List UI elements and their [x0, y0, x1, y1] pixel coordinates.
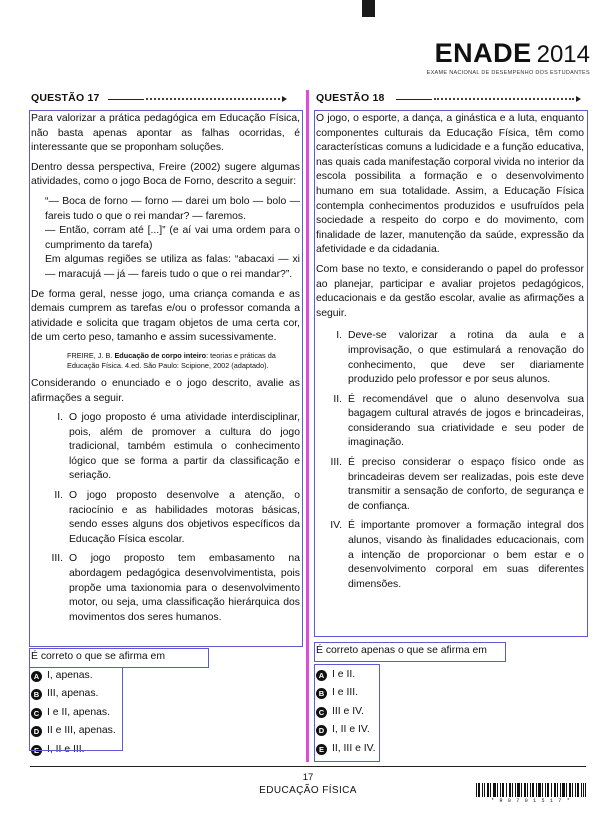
q18-item [316, 393, 584, 451]
q17-item [31, 489, 300, 547]
option-letter-badge: E [316, 744, 327, 755]
option-letter-badge: B [316, 688, 327, 699]
item-number: III. [330, 457, 342, 469]
q18-option-e[interactable] [316, 740, 476, 759]
q18-intro: O jogo, o esporte, a dança, a ginástica e a luta, enquanto componentes culturais da Educação Física, têm como características comuns a ludicidade e a função educativa, nas quais cada manifestação corporal vivida no interior da escola possibilita a formação e o desenvolvimento humano em sua totalidade. Assim, a Educação Física contempla conhecimentos produzidos e usufruídos pela sociedade a respeito do corpo e do movimento, com finalidade de lazer, manutenção da saúde, expressão da afetividade e da cidadania. [316, 113, 585, 256]
option-letter-badge: D [31, 726, 42, 737]
option-letter-badge: B [31, 689, 42, 700]
q18-item [316, 329, 584, 387]
q18-option-c[interactable] [316, 703, 476, 722]
q17-quote-line: — Então, corram até [...]” (e aí vai uma ordem para o cumprimento da tarefa) [45, 225, 300, 251]
item-number: I. [57, 412, 63, 424]
q18-option-a[interactable] [316, 666, 476, 685]
item-number: I. [336, 330, 342, 342]
option-text: I, II e III. [47, 743, 85, 755]
option-letter-badge: A [316, 670, 327, 681]
q17-reference [31, 351, 300, 371]
option-text: I e II, apenas. [47, 706, 110, 718]
item-number: IV. [330, 520, 342, 532]
q18-options [316, 666, 476, 759]
q17-options [31, 667, 191, 760]
item-text: É preciso considerar o espaço físico onde as brincadeiras devem ser realizadas, pois este deve transmitir a sensação de conforto, de segurança e de confiança. [348, 457, 584, 512]
item-text: O jogo proposto desenvolve a atenção, o raciocínio e as habilidades motoras básicas, sendo esses alguns dos objetivos específicos da Educação Física escolar. [69, 490, 300, 545]
q18-option-d[interactable] [316, 722, 476, 741]
footer-rule [30, 766, 586, 767]
option-text: II e III, apenas. [47, 725, 116, 737]
logo-subtitle: EXAME NACIONAL DE DESEMPENHO DOS ESTUDANTES [426, 70, 590, 76]
q17-context: Dentro dessa perspectiva, Freire (2002) sugere algumas atividades, como o jogo Boca de Forno, descrito a seguir: [31, 161, 300, 188]
q18-body [316, 112, 584, 597]
q17-option-a[interactable] [31, 667, 191, 686]
q17-option-b[interactable] [31, 686, 191, 705]
q17-option-e[interactable] [31, 741, 191, 760]
option-text: III e IV. [332, 705, 364, 717]
ref-prefix: FREIRE, J. B. [67, 350, 115, 360]
q17-item [31, 411, 300, 484]
q18-question: É correto apenas o que se afirma em [316, 645, 487, 656]
option-text: I, II e IV. [332, 724, 370, 736]
q17-title-line [108, 99, 144, 100]
q17-explanation: De forma geral, nesse jogo, uma criança comanda e as demais cumprem as tarefas e/ou o professor comanda a atividade e solicita que tragam objetos de uma certa cor, de um certo peso, tamanho e assim sucessivamente. [31, 288, 300, 344]
ref-title: Educação de corpo inteiro [114, 350, 207, 360]
q17-question: É correto o que se afirma em [31, 651, 165, 662]
course-name: EDUCAÇÃO FÍSICA [259, 785, 357, 796]
q18-title-arrow [576, 96, 581, 102]
page-number: 17 [302, 772, 314, 783]
option-text: I, apenas. [47, 669, 93, 681]
option-letter-badge: D [316, 725, 327, 736]
column-divider [306, 90, 309, 762]
q17-quote-line: “— Boca de forno — forno — darei um bolo — bolo — fareis tudo o que o rei mandar? — faremos. [45, 195, 300, 222]
q17-quote-line: Em algumas regiões se utiliza as falas: “abacaxi — xi — maracujá — já — fareis tudo o que o rei mandar?”. [45, 254, 300, 280]
logo-brand: ENADE [434, 38, 532, 68]
option-letter-badge: C [316, 707, 327, 718]
q17-title-arrow [282, 96, 287, 102]
q17-quote [31, 195, 300, 283]
item-text: É recomendável que o aluno desenvolva sua bagagem cultural através de jogos e brincadeiras, considerando sua criatividade e seu poder de imaginação. [348, 393, 584, 449]
q18-option-b[interactable] [316, 685, 476, 704]
q17-option-c[interactable] [31, 704, 191, 723]
q18-prompt: Com base no texto, e considerando o papel do professor ao planejar, participar e avaliar projetos pedagógicos, educacionais e da gestão escolar, avalie as afirmações a seguir. [316, 263, 584, 319]
item-text: O jogo proposto é uma atividade interdisciplinar, pois, além de promover a cultura do jogo tradicional, também estimula o conhecimento lógico que se forma a partir da classificação e seriação. [69, 412, 300, 482]
registration-mark [362, 0, 375, 17]
option-text: I e III. [332, 687, 358, 699]
q17-item [31, 552, 300, 625]
ref-suffix: : teorias e práticas da Educação Física. 4.ed. São Paulo: Scipione, 2002 (adaptado). [67, 350, 276, 370]
barcode-number: * R 0 7 0 1 5 1 7 * [491, 798, 571, 804]
enade-logo [427, 40, 590, 76]
option-text: I e II. [332, 668, 356, 680]
item-number: II. [333, 393, 342, 405]
q17-option-d[interactable] [31, 723, 191, 742]
item-text: Deve-se valorizar a rotina da aula e a improvisação, o que estimulará a renovação do conhecimento, que deve ser diariamente produzido pelo professor e por seus alunos. [348, 330, 584, 386]
logo-year: 2014 [536, 41, 590, 68]
option-text: III, apenas. [47, 688, 99, 700]
option-text: II, III e IV. [332, 742, 376, 754]
option-letter-badge: E [31, 745, 42, 756]
item-text: O jogo proposto tem embasamento na abordagem pedagógica desenvolvimentista, pois propõe uma taxionomia para o desenvolvimento motor, ou seja, uma classificação hierárquica dos movimentos dos seres humanos. [69, 553, 300, 623]
item-text: É importante promover a formação integral dos alunos, visando às finalidades educacionais, com a intenção de proporcionar o bem estar e o desenvolvimento corporal em suas diferentes dimensões. [348, 520, 584, 590]
barcode-icon [476, 783, 586, 797]
q17-title: QUESTÃO 17 [31, 92, 100, 104]
q18-item [316, 519, 584, 592]
item-number: III. [51, 553, 63, 565]
option-letter-badge: C [31, 708, 42, 719]
q17-intro: Para valorizar a prática pedagógica em Educação Física, não basta apenas apontar as falhas ocorridas, é interessante que se proponham soluções. [31, 113, 300, 154]
q17-body [31, 112, 300, 630]
q18-item [316, 456, 584, 514]
q18-title-dots [434, 98, 574, 100]
q18-title-line [396, 99, 432, 100]
q18-title: QUESTÃO 18 [316, 92, 385, 104]
item-number: II. [54, 490, 63, 502]
q17-prompt: Considerando o enunciado e o jogo descrito, avalie as afirmações a seguir. [31, 377, 300, 404]
option-letter-badge: A [31, 671, 42, 682]
q17-title-dots [146, 98, 280, 100]
